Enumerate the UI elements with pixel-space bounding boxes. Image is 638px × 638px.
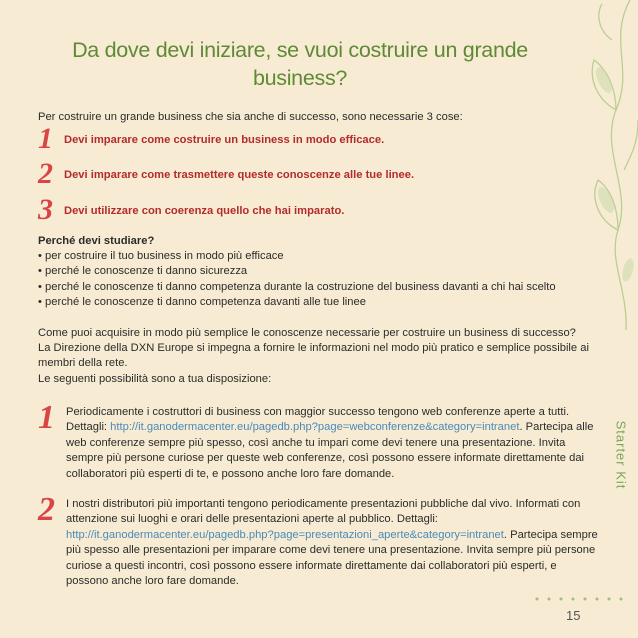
how-question: Come puoi acquisire in modo più semplice le conoscenze necessarie per costruire un business di successo? [38, 327, 576, 339]
list-item: • per costruire il tuo business in modo più efficace [38, 250, 284, 263]
list-item: • perché le conoscenze ti danno competenza durante la costruzione del business davanti a chi hai scelto [38, 280, 556, 293]
goal-number: 2 [38, 157, 53, 190]
option-text: I nostri distributori più importanti tengono periodicamente presentazioni pubbliche dal vivo. Informati con attenzione sui luoghi e orari delle presentazioni aperte al pubblico. Dettagli: http://it.ganodermacenter.eu/pagedb.php?page=presentazioni_aperte&category=intranet. Partecipa sempre più spesso alle presentazioni per imparare come devi tenere una presentazione. Invita sempre più persone curiose a questi incontri, così possono essere informate direttamente dai collaboratori più esperti, e possono anche loro fare domande. [66, 498, 598, 588]
option-number: 1 [38, 399, 55, 436]
side-label: Starter Kit [613, 420, 629, 490]
how-lead: Le seguenti possibilità sono a tua disposizione: [38, 372, 272, 385]
goal-item [38, 193, 558, 226]
goal-number: 1 [38, 122, 53, 155]
why-study-section [38, 234, 598, 310]
goal-text: Devi utilizzare con coerenza quello che hai imparato. [64, 205, 345, 217]
how-text: La Direzione della DXN Europe si impegna a fornire le informazioni nel modo più pratico e semplice possibile ai membri della rete. [38, 342, 589, 370]
list-item: • perché le conoscenze ti danno competenza davanti alle tue linee [38, 295, 366, 308]
option-number: 2 [38, 491, 55, 528]
goal-number: 3 [38, 193, 53, 226]
page-number: 15 [566, 608, 581, 623]
presentations-link[interactable]: http://it.ganodermacenter.eu/pagedb.php?page=presentazioni_aperte&category=intranet [66, 528, 504, 541]
web-conference-link[interactable]: http://it.ganodermacenter.eu/pagedb.php?page=webconferenze&category=intranet [110, 421, 520, 434]
list-item: • perché le conoscenze ti danno sicurezza [38, 265, 248, 278]
section-heading: Perché devi studiare? [38, 235, 155, 247]
page-title: Da dove devi iniziare, se vuoi costruire un grande business? [72, 38, 528, 90]
intro-text: Per costruire un grande business che sia anche di successo, sono necessarie 3 cose: [38, 111, 463, 123]
how-section [38, 326, 598, 387]
dotted-divider-icon [534, 596, 630, 602]
goal-item [38, 157, 558, 190]
option-text: Periodicamente i costruttori di business con maggior successo tengono web conferenze aperte a tutti. Dettagli: http://it.ganodermacenter.eu/pagedb.php?page=webconferenze&category=intranet. Partecipa alle web conferenze sempre più spesso, così anche tu impari come devi tenere una presentazione. Invita sempre più persone curiose per queste web conferenze, così possono essere informate direttamente dai collaboratori più esperti di te, e possono anche loro fare domande. [66, 406, 594, 480]
goal-text: Devi imparare come trasmettere queste conoscenze alle tue linee. [64, 169, 415, 181]
goal-item [38, 122, 558, 155]
goal-text: Devi imparare come costruire un business in modo efficace. [64, 134, 385, 146]
